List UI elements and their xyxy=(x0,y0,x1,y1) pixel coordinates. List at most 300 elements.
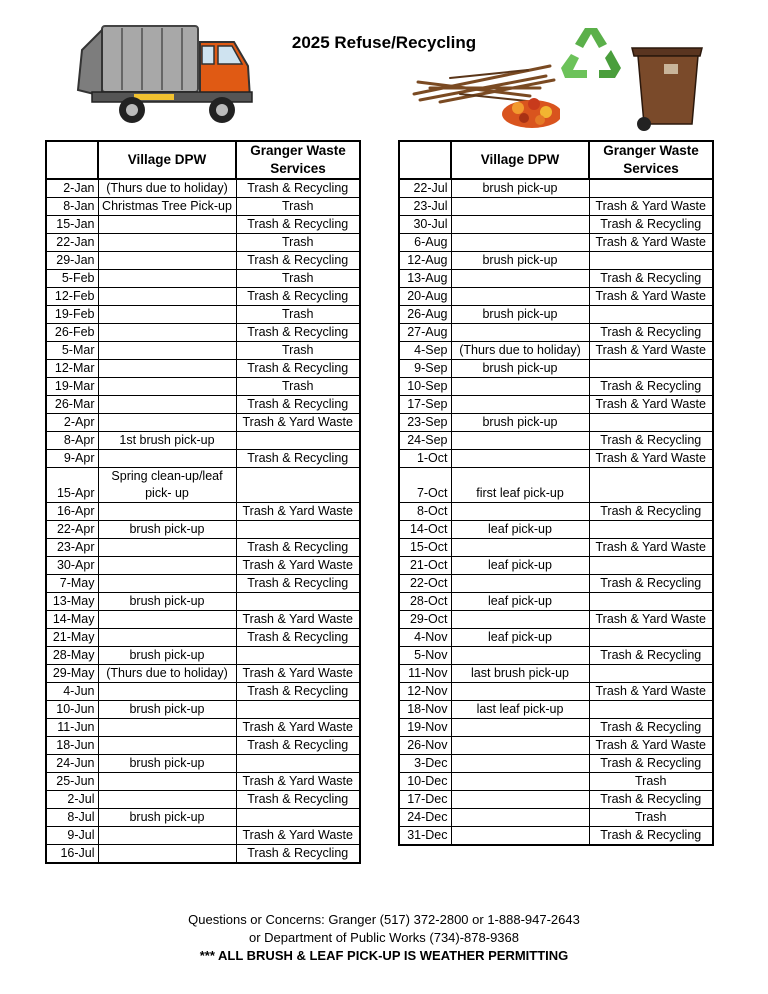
village-dpw-cell: (Thurs due to holiday) xyxy=(451,342,589,360)
village-dpw-cell xyxy=(98,252,236,270)
table-row xyxy=(399,629,713,647)
table-row xyxy=(399,575,713,593)
date-cell: 8-Apr xyxy=(46,432,98,450)
village-dpw-cell: (Thurs due to holiday) xyxy=(98,179,236,198)
village-dpw-cell xyxy=(451,288,589,306)
date-cell: 6-Aug xyxy=(399,234,451,252)
village-dpw-cell: brush pick-up xyxy=(451,306,589,324)
granger-cell xyxy=(236,521,360,539)
refuse-cart-icon xyxy=(628,40,708,132)
table-row xyxy=(399,306,713,324)
granger-cell: Trash & Yard Waste xyxy=(589,234,713,252)
village-dpw-cell xyxy=(451,719,589,737)
date-cell: 10-Dec xyxy=(399,773,451,791)
table-row xyxy=(399,827,713,846)
table-row xyxy=(46,324,360,342)
village-dpw-cell: Spring clean-up/leaf pick- up xyxy=(98,468,236,503)
table-row xyxy=(46,468,360,503)
granger-cell: Trash & Recycling xyxy=(589,755,713,773)
date-cell: 13-May xyxy=(46,593,98,611)
table-row xyxy=(399,270,713,288)
date-cell: 16-Jul xyxy=(46,845,98,864)
village-dpw-cell xyxy=(98,683,236,701)
granger-cell: Trash & Yard Waste xyxy=(589,198,713,216)
village-dpw-cell xyxy=(98,234,236,252)
date-cell: 2-Jul xyxy=(46,791,98,809)
granger-cell: Trash & Yard Waste xyxy=(236,773,360,791)
garbage-truck-icon xyxy=(74,20,258,128)
granger-cell: Trash & Yard Waste xyxy=(589,611,713,629)
granger-cell xyxy=(589,252,713,270)
date-cell: 27-Aug xyxy=(399,324,451,342)
table-row xyxy=(46,809,360,827)
granger-cell xyxy=(589,665,713,683)
date-cell: 30-Jul xyxy=(399,216,451,234)
table-row xyxy=(399,809,713,827)
date-cell: 8-Jul xyxy=(46,809,98,827)
granger-cell: Trash & Yard Waste xyxy=(236,719,360,737)
table-row xyxy=(46,179,360,198)
granger-cell: Trash & Recycling xyxy=(236,360,360,378)
header-village-dpw: Village DPW xyxy=(451,141,589,179)
date-cell: 24-Jun xyxy=(46,755,98,773)
granger-cell: Trash & Recycling xyxy=(236,791,360,809)
granger-cell: Trash & Recycling xyxy=(589,503,713,521)
village-dpw-cell xyxy=(451,539,589,557)
granger-cell xyxy=(589,179,713,198)
granger-cell: Trash & Yard Waste xyxy=(589,396,713,414)
granger-cell xyxy=(236,809,360,827)
schedule-body-right xyxy=(399,179,713,845)
granger-cell: Trash & Yard Waste xyxy=(236,414,360,432)
table-row xyxy=(399,593,713,611)
table-row xyxy=(46,647,360,665)
village-dpw-cell xyxy=(451,324,589,342)
date-cell: 22-Jan xyxy=(46,234,98,252)
granger-cell xyxy=(236,701,360,719)
village-dpw-cell xyxy=(451,216,589,234)
table-row xyxy=(399,557,713,575)
village-dpw-cell xyxy=(98,324,236,342)
granger-cell: Trash & Recycling xyxy=(589,719,713,737)
village-dpw-cell xyxy=(98,773,236,791)
table-row xyxy=(399,179,713,198)
village-dpw-cell: leaf pick-up xyxy=(451,557,589,575)
village-dpw-cell xyxy=(451,827,589,846)
granger-cell: Trash & Recycling xyxy=(589,270,713,288)
table-row xyxy=(46,503,360,521)
granger-cell: Trash & Recycling xyxy=(589,324,713,342)
date-cell: 23-Jul xyxy=(399,198,451,216)
table-row xyxy=(46,593,360,611)
table-row xyxy=(46,575,360,593)
granger-cell: Trash & Recycling xyxy=(236,575,360,593)
date-cell: 7-Oct xyxy=(399,468,451,503)
header-granger-waste: Granger Waste Services xyxy=(589,141,713,179)
table-row xyxy=(46,701,360,719)
village-dpw-cell xyxy=(98,288,236,306)
village-dpw-cell xyxy=(451,396,589,414)
date-cell: 11-Jun xyxy=(46,719,98,737)
granger-cell: Trash & Recycling xyxy=(236,683,360,701)
village-dpw-cell xyxy=(98,216,236,234)
date-cell: 29-May xyxy=(46,665,98,683)
table-row xyxy=(46,755,360,773)
village-dpw-cell: brush pick-up xyxy=(451,252,589,270)
brush-and-leaves-icon xyxy=(410,58,560,130)
granger-cell: Trash xyxy=(236,342,360,360)
date-cell: 28-May xyxy=(46,647,98,665)
granger-cell: Trash & Recycling xyxy=(236,629,360,647)
village-dpw-cell: brush pick-up xyxy=(451,414,589,432)
village-dpw-cell xyxy=(451,450,589,468)
village-dpw-cell xyxy=(451,809,589,827)
village-dpw-cell: leaf pick-up xyxy=(451,593,589,611)
village-dpw-cell: first leaf pick-up xyxy=(451,468,589,503)
table-row xyxy=(46,432,360,450)
date-cell: 18-Jun xyxy=(46,737,98,755)
table-row xyxy=(46,306,360,324)
table-row xyxy=(399,611,713,629)
date-cell: 7-May xyxy=(46,575,98,593)
granger-cell: Trash xyxy=(236,234,360,252)
date-cell: 8-Jan xyxy=(46,198,98,216)
date-cell: 18-Nov xyxy=(399,701,451,719)
granger-cell xyxy=(236,755,360,773)
granger-cell: Trash & Yard Waste xyxy=(589,737,713,755)
granger-cell xyxy=(236,647,360,665)
table-row xyxy=(46,216,360,234)
village-dpw-cell xyxy=(98,342,236,360)
header-village-dpw: Village DPW xyxy=(98,141,236,179)
table-row xyxy=(46,378,360,396)
village-dpw-cell: brush pick-up xyxy=(98,521,236,539)
date-cell: 26-Nov xyxy=(399,737,451,755)
date-cell: 31-Dec xyxy=(399,827,451,846)
date-cell: 17-Dec xyxy=(399,791,451,809)
table-row xyxy=(46,827,360,845)
village-dpw-cell: brush pick-up xyxy=(98,647,236,665)
date-cell: 17-Sep xyxy=(399,396,451,414)
granger-cell: Trash & Recycling xyxy=(236,252,360,270)
granger-cell: Trash & Recycling xyxy=(236,324,360,342)
village-dpw-cell xyxy=(451,683,589,701)
table-row xyxy=(46,773,360,791)
date-cell: 9-Apr xyxy=(46,450,98,468)
table-row xyxy=(46,629,360,647)
table-row xyxy=(399,378,713,396)
table-row xyxy=(46,270,360,288)
date-cell: 29-Oct xyxy=(399,611,451,629)
date-cell: 14-May xyxy=(46,611,98,629)
date-cell: 1-Oct xyxy=(399,450,451,468)
granger-cell: Trash & Recycling xyxy=(589,827,713,846)
date-cell: 5-Mar xyxy=(46,342,98,360)
table-row xyxy=(399,521,713,539)
table-row xyxy=(399,737,713,755)
village-dpw-cell: last brush pick-up xyxy=(451,665,589,683)
date-cell: 12-Mar xyxy=(46,360,98,378)
granger-cell: Trash & Yard Waste xyxy=(236,503,360,521)
village-dpw-cell xyxy=(451,234,589,252)
village-dpw-cell xyxy=(451,773,589,791)
table-row xyxy=(399,342,713,360)
date-cell: 28-Oct xyxy=(399,593,451,611)
village-dpw-cell xyxy=(98,306,236,324)
granger-cell: Trash & Recycling xyxy=(236,737,360,755)
header-blank xyxy=(46,141,98,179)
village-dpw-cell: leaf pick-up xyxy=(451,629,589,647)
date-cell: 5-Feb xyxy=(46,270,98,288)
date-cell: 22-Oct xyxy=(399,575,451,593)
granger-cell: Trash & Yard Waste xyxy=(589,288,713,306)
granger-cell: Trash xyxy=(236,270,360,288)
date-cell: 26-Mar xyxy=(46,396,98,414)
granger-cell xyxy=(236,468,360,503)
date-cell: 16-Apr xyxy=(46,503,98,521)
date-cell: 26-Aug xyxy=(399,306,451,324)
granger-cell: Trash & Yard Waste xyxy=(236,665,360,683)
granger-cell: Trash xyxy=(236,198,360,216)
date-cell: 19-Nov xyxy=(399,719,451,737)
granger-cell: Trash & Yard Waste xyxy=(589,539,713,557)
table-row xyxy=(399,665,713,683)
date-cell: 2-Apr xyxy=(46,414,98,432)
granger-cell xyxy=(589,521,713,539)
village-dpw-cell xyxy=(98,360,236,378)
table-row xyxy=(399,503,713,521)
village-dpw-cell xyxy=(451,198,589,216)
date-cell: 22-Jul xyxy=(399,179,451,198)
date-cell: 4-Nov xyxy=(399,629,451,647)
granger-cell xyxy=(589,306,713,324)
table-row xyxy=(46,414,360,432)
date-cell: 23-Apr xyxy=(46,539,98,557)
granger-cell: Trash & Recycling xyxy=(589,378,713,396)
village-dpw-cell xyxy=(98,270,236,288)
granger-cell xyxy=(589,701,713,719)
granger-cell: Trash & Recycling xyxy=(236,845,360,864)
schedule-body-left xyxy=(46,179,360,863)
granger-cell: Trash & Yard Waste xyxy=(236,611,360,629)
granger-cell: Trash & Yard Waste xyxy=(589,450,713,468)
table-row xyxy=(399,701,713,719)
date-cell: 22-Apr xyxy=(46,521,98,539)
table-row xyxy=(399,360,713,378)
schedule-table-right xyxy=(398,140,714,846)
village-dpw-cell: 1st brush pick-up xyxy=(98,432,236,450)
village-dpw-cell xyxy=(98,539,236,557)
date-cell: 12-Nov xyxy=(399,683,451,701)
date-cell: 10-Sep xyxy=(399,378,451,396)
table-row xyxy=(399,647,713,665)
date-cell: 9-Jul xyxy=(46,827,98,845)
date-cell: 26-Feb xyxy=(46,324,98,342)
granger-cell: Trash xyxy=(236,306,360,324)
village-dpw-cell xyxy=(98,503,236,521)
table-row xyxy=(399,539,713,557)
village-dpw-cell xyxy=(98,557,236,575)
granger-cell xyxy=(589,360,713,378)
table-row xyxy=(46,539,360,557)
village-dpw-cell xyxy=(98,791,236,809)
table-row xyxy=(399,755,713,773)
granger-cell: Trash xyxy=(589,773,713,791)
date-cell: 15-Jan xyxy=(46,216,98,234)
date-cell: 14-Oct xyxy=(399,521,451,539)
table-row xyxy=(46,252,360,270)
village-dpw-cell xyxy=(98,629,236,647)
date-cell: 13-Aug xyxy=(399,270,451,288)
village-dpw-cell xyxy=(451,611,589,629)
table-row xyxy=(46,396,360,414)
granger-cell: Trash & Recycling xyxy=(589,216,713,234)
granger-cell: Trash xyxy=(589,809,713,827)
schedule-table-left xyxy=(45,140,361,864)
village-dpw-cell xyxy=(451,503,589,521)
date-cell: 10-Jun xyxy=(46,701,98,719)
date-cell: 3-Dec xyxy=(399,755,451,773)
table-row xyxy=(46,342,360,360)
village-dpw-cell xyxy=(98,575,236,593)
granger-cell: Trash & Recycling xyxy=(589,432,713,450)
village-dpw-cell: (Thurs due to holiday) xyxy=(98,665,236,683)
granger-cell xyxy=(589,557,713,575)
recycling-symbol-icon xyxy=(555,24,627,86)
date-cell: 19-Mar xyxy=(46,378,98,396)
footer-contact: Questions or Concerns: Granger (517) 372-2800 or 1-888-947-2643 xyxy=(188,912,580,927)
granger-cell xyxy=(236,432,360,450)
table-row xyxy=(46,683,360,701)
village-dpw-cell: brush pick-up xyxy=(451,360,589,378)
date-cell: 24-Dec xyxy=(399,809,451,827)
village-dpw-cell xyxy=(98,378,236,396)
village-dpw-cell xyxy=(451,755,589,773)
village-dpw-cell xyxy=(98,450,236,468)
page-title: 2025 Refuse/Recycling xyxy=(291,33,477,52)
village-dpw-cell xyxy=(451,575,589,593)
date-cell: 21-May xyxy=(46,629,98,647)
village-dpw-cell xyxy=(451,647,589,665)
table-row xyxy=(399,252,713,270)
table-row xyxy=(399,288,713,306)
village-dpw-cell xyxy=(451,270,589,288)
granger-cell xyxy=(589,468,713,503)
table-row xyxy=(399,234,713,252)
date-cell: 15-Apr xyxy=(46,468,98,503)
table-row xyxy=(399,450,713,468)
table-row xyxy=(46,611,360,629)
table-row xyxy=(399,791,713,809)
date-cell: 5-Nov xyxy=(399,647,451,665)
date-cell: 9-Sep xyxy=(399,360,451,378)
date-cell: 12-Aug xyxy=(399,252,451,270)
village-dpw-cell xyxy=(98,611,236,629)
village-dpw-cell: brush pick-up xyxy=(98,755,236,773)
granger-cell: Trash & Recycling xyxy=(236,216,360,234)
date-cell: 4-Jun xyxy=(46,683,98,701)
date-cell: 24-Sep xyxy=(399,432,451,450)
table-row xyxy=(46,198,360,216)
table-row xyxy=(399,468,713,503)
granger-cell: Trash & Recycling xyxy=(236,179,360,198)
date-cell: 29-Jan xyxy=(46,252,98,270)
granger-cell xyxy=(589,414,713,432)
village-dpw-cell: brush pick-up xyxy=(98,701,236,719)
date-cell: 30-Apr xyxy=(46,557,98,575)
table-row xyxy=(46,288,360,306)
table-row xyxy=(399,396,713,414)
granger-cell xyxy=(589,593,713,611)
table-row xyxy=(399,414,713,432)
table-row xyxy=(399,198,713,216)
village-dpw-cell xyxy=(98,737,236,755)
village-dpw-cell xyxy=(98,414,236,432)
table-row xyxy=(399,216,713,234)
header-granger-waste: Granger Waste Services xyxy=(236,141,360,179)
village-dpw-cell xyxy=(451,378,589,396)
granger-cell: Trash & Recycling xyxy=(236,539,360,557)
table-row xyxy=(46,719,360,737)
granger-cell: Trash & Recycling xyxy=(236,288,360,306)
date-cell: 2-Jan xyxy=(46,179,98,198)
header-blank xyxy=(399,141,451,179)
date-cell: 12-Feb xyxy=(46,288,98,306)
granger-cell: Trash & Recycling xyxy=(589,647,713,665)
granger-cell: Trash & Recycling xyxy=(236,396,360,414)
table-row xyxy=(399,719,713,737)
table-row xyxy=(399,683,713,701)
village-dpw-cell: brush pick-up xyxy=(98,809,236,827)
village-dpw-cell: leaf pick-up xyxy=(451,521,589,539)
granger-cell: Trash & Recycling xyxy=(589,791,713,809)
table-row xyxy=(399,432,713,450)
granger-cell: Trash xyxy=(236,378,360,396)
village-dpw-cell xyxy=(98,396,236,414)
granger-cell xyxy=(589,629,713,647)
date-cell: 19-Feb xyxy=(46,306,98,324)
village-dpw-cell: Christmas Tree Pick-up xyxy=(98,198,236,216)
granger-cell xyxy=(236,593,360,611)
date-cell: 20-Aug xyxy=(399,288,451,306)
table-row xyxy=(46,557,360,575)
table-row xyxy=(46,665,360,683)
date-cell: 25-Jun xyxy=(46,773,98,791)
table-row xyxy=(46,234,360,252)
table-row xyxy=(46,521,360,539)
village-dpw-cell: brush pick-up xyxy=(451,179,589,198)
village-dpw-cell: last leaf pick-up xyxy=(451,701,589,719)
date-cell: 4-Sep xyxy=(399,342,451,360)
village-dpw-cell xyxy=(451,737,589,755)
granger-cell: Trash & Recycling xyxy=(236,450,360,468)
date-cell: 21-Oct xyxy=(399,557,451,575)
granger-cell: Trash & Yard Waste xyxy=(589,342,713,360)
date-cell: 8-Oct xyxy=(399,503,451,521)
date-cell: 23-Sep xyxy=(399,414,451,432)
village-dpw-cell: brush pick-up xyxy=(98,593,236,611)
granger-cell: Trash & Recycling xyxy=(589,575,713,593)
date-cell: 11-Nov xyxy=(399,665,451,683)
table-row xyxy=(46,450,360,468)
village-dpw-cell xyxy=(451,791,589,809)
village-dpw-cell xyxy=(98,845,236,864)
table-row xyxy=(46,360,360,378)
granger-cell: Trash & Yard Waste xyxy=(236,827,360,845)
granger-cell: Trash & Yard Waste xyxy=(236,557,360,575)
village-dpw-cell xyxy=(98,719,236,737)
footer-weather-notice: *** ALL BRUSH & LEAF PICK-UP IS WEATHER PERMITTING xyxy=(199,948,569,963)
